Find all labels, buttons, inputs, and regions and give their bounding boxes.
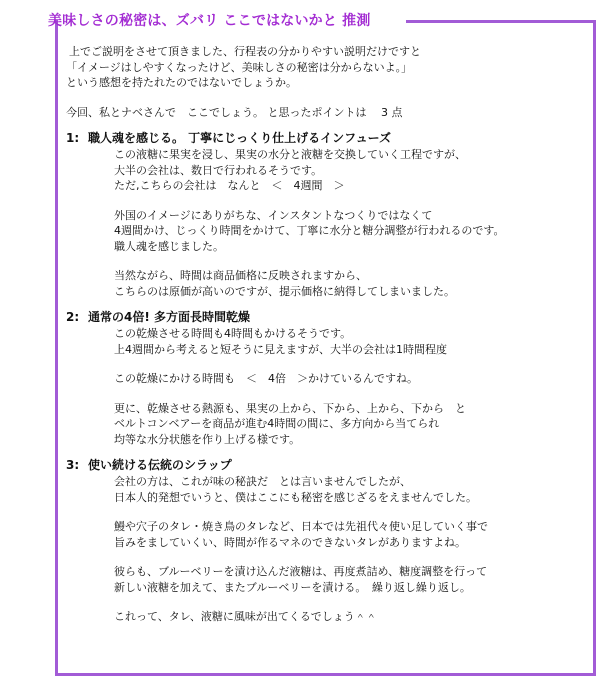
body-line: 新しい液糖を加えて、またブルーベリーを漬ける。 繰り返し繰り返し。 <box>114 580 471 594</box>
body-line: この乾燥にかける時間も ＜ 4倍 ＞かけているんですね。 <box>114 372 418 385</box>
body-line: 4週間かけ、じっくり時間をかけて、丁寧に水分と糖分調整が行われるのです。 <box>114 224 505 237</box>
section-number: 2: <box>66 310 80 324</box>
section-title: 通常の4倍! 多方面長時間乾燥 <box>88 310 251 324</box>
intro-line: という感想を持たれたのではないでしょうか。 <box>66 76 297 89</box>
lead-line: 今回、私とナベさんで ここでしょう。 と思ったポイントは 3 点 <box>66 105 403 119</box>
body-line: 鰻や穴子のタレ・焼き鳥のタレなど、日本では先祖代々使い足していく事で <box>114 520 488 533</box>
section-1 <box>66 130 590 299</box>
section-body <box>114 326 590 447</box>
body-line: 日本人的発想でいうと、僕はここにも秘密を感じざるをえませんでした。 <box>114 490 477 504</box>
section-number: 3: <box>66 458 80 472</box>
section-heading <box>66 130 590 147</box>
body-line: 旨みをましていくい、時間が作るマネのできないタレがありますよね。 <box>114 535 466 549</box>
body-line: 大半の会社は、数日で行われるそうです。 <box>114 163 323 177</box>
intro-line: 上でご説明をさせて頂きました、行程表の分かりやすい説明だけですと <box>69 45 421 58</box>
page-title: 美味しさの秘密は、ズバリ ここではないかと 推測 <box>48 13 371 29</box>
body-line: 彼らも、ブルーベリーを漬け込んだ液糖は、再度煮詰め、糖度調整を行って <box>114 565 488 578</box>
body-line: 更に、乾燥させる熱源も、果実の上から、下から、上から、下から と <box>114 401 466 415</box>
body-line: この液糖に果実を浸し、果実の水分と液糖を交換していく工程ですが、 <box>114 148 466 161</box>
section-number: 1: <box>66 131 80 145</box>
body-line: これって、タレ、液糖に風味が出てくるでしょう＾＾ <box>114 610 377 623</box>
body-line: この乾燥させる時間も4時間もかけるそうです。 <box>114 327 352 340</box>
section-3 <box>66 457 590 625</box>
body-line: こちらのは原価が高いのですが、提示価格に納得してしまいました。 <box>114 284 455 298</box>
intro-line: 「イメージはしやすくなったけど、美味しさの秘密は分からないよ。」 <box>66 60 413 74</box>
section-heading <box>66 457 590 474</box>
body-line: ただ,こちらの会社は なんと ＜ 4週間 ＞ <box>114 179 345 192</box>
body-line: ベルトコンベアーを商品が進む4時間の間に、多方向から当てられ <box>114 417 440 430</box>
title-rule <box>406 20 596 23</box>
body-line: 外国のイメージにありがちな、インスタントなつくりではなくて <box>114 208 433 222</box>
body-line: 均等な水分状態を作り上げる様です。 <box>114 432 301 446</box>
body-line: 上4週間から考えると短そうに見えますが、大半の会社は1時間程度 <box>114 342 447 356</box>
article-body <box>66 44 590 625</box>
section-title: 使い続ける伝統のシラップ <box>88 458 232 472</box>
section-title: 職人魂を感じる。 丁寧にじっくり仕上げるインフューズ <box>88 131 391 145</box>
body-line: 当然ながら、時間は商品価格に反映されますから、 <box>114 269 367 282</box>
intro-paragraph <box>66 44 590 91</box>
body-line: 職人魂を感じました。 <box>114 239 224 253</box>
body-line: 会社の方は、これが味の秘訣だ とは言いませんでしたが、 <box>114 475 411 488</box>
section-2 <box>66 309 590 447</box>
section-body <box>114 474 590 625</box>
section-body <box>114 147 590 299</box>
section-heading <box>66 309 590 326</box>
